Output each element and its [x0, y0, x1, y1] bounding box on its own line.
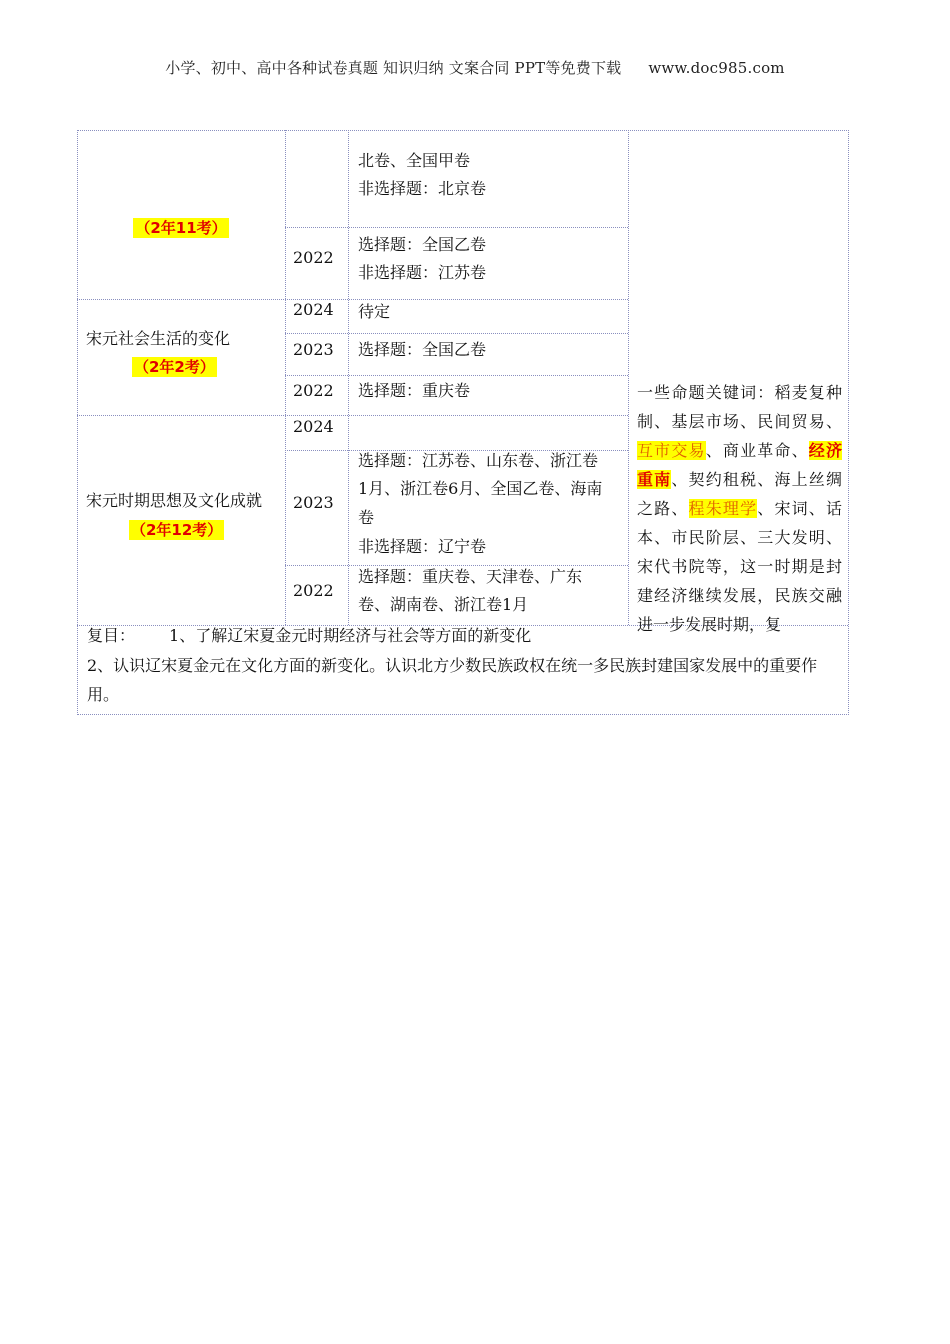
page-header — [0, 57, 950, 78]
section1-tag-cell — [77, 214, 285, 242]
keyword-highlight: 互市交易 — [637, 441, 706, 460]
keywords-paragraph — [637, 378, 842, 634]
header-text: 小学、初中、高中各种试卷真题 知识归纳 文案合同 PPT等免费下载 — [165, 59, 622, 77]
exam-count-tag: （2年2考） — [134, 358, 215, 376]
keywords-text: 一些命题关键词：稻麦复种制、基层市场、民间贸易、 — [637, 383, 842, 431]
goal-line-1 — [87, 625, 531, 647]
goal-item-1: 1、了解辽宋夏金元时期经济与社会等方面的新变化 — [169, 626, 532, 645]
section2-text: 选择题：重庆卷 — [358, 381, 471, 400]
section3-2023-line3: 卷 — [358, 508, 375, 527]
section2-title: 宋元社会生活的变化 — [86, 329, 231, 348]
grid-line — [77, 415, 628, 416]
section3-2023-line1: 选择题：江苏卷、山东卷、浙江卷 — [358, 451, 599, 470]
keyword-highlight: 经济重南 — [637, 441, 842, 489]
keywords-text: 、契约租税、海上丝绸之路、 — [637, 470, 842, 518]
section3-2023-line4: 非选择题：辽宁卷 — [358, 537, 487, 556]
section2-tag-cell — [132, 353, 217, 381]
section1-row-b-line1: 选择题：全国乙卷 — [358, 235, 487, 254]
exam-count-tag: （2年11考） — [135, 219, 227, 237]
section1-row-b-year: 2022 — [293, 248, 334, 267]
header-site[interactable]: www.doc985.com — [648, 59, 785, 77]
section2-text: 待定 — [358, 302, 391, 321]
goal-item-2: 2、认识辽宋夏金元在文化方面的新变化。认识北方少数民族政权在统一多民族封建国家发展中的重要作用。 — [87, 656, 818, 704]
section1-row-b-line2: 非选择题：江苏卷 — [358, 263, 487, 282]
grid-line — [348, 130, 349, 625]
keywords-text: 、宋词、话本、市民阶层、三大发明、宋代书院等，这一时期是封建经济继续发展，民族交融进一步发展时期，复 — [637, 499, 842, 634]
section2-year: 2024 — [293, 300, 334, 319]
section2-text: 选择题：全国乙卷 — [358, 340, 487, 359]
section3-title: 宋元时期思想及文化成就 — [86, 491, 263, 510]
section3-year-2022: 2022 — [293, 581, 334, 600]
exam-count-tag: （2年12考） — [131, 521, 223, 539]
section1-row-a-line1: 北卷、全国甲卷 — [358, 151, 471, 170]
keyword-highlight: 程朱理学 — [688, 499, 758, 518]
section2-year: 2023 — [293, 340, 334, 359]
section3-2022-line1: 选择题：重庆卷、天津卷、广东 — [358, 567, 583, 586]
grid-line — [285, 130, 286, 625]
section3-2023-line2: 1月、浙江卷6月、全国乙卷、海南 — [358, 479, 603, 498]
section3-tag-cell — [129, 516, 224, 544]
grid-line — [285, 375, 628, 376]
goal-label: 复目： — [87, 626, 136, 645]
grid-line — [285, 227, 628, 228]
section3-year-2023: 2023 — [293, 493, 334, 512]
section3-2022-line2: 卷、湖南卷、浙江卷1月 — [358, 595, 529, 614]
grid-line — [77, 299, 628, 300]
grid-line — [628, 130, 629, 625]
section1-row-a-line2: 非选择题：北京卷 — [358, 179, 487, 198]
grid-line — [285, 333, 628, 334]
section2-year: 2022 — [293, 381, 334, 400]
section3-year-2024: 2024 — [293, 417, 334, 436]
keywords-text: 、商业革命、 — [705, 441, 809, 460]
exam-table — [77, 130, 848, 714]
